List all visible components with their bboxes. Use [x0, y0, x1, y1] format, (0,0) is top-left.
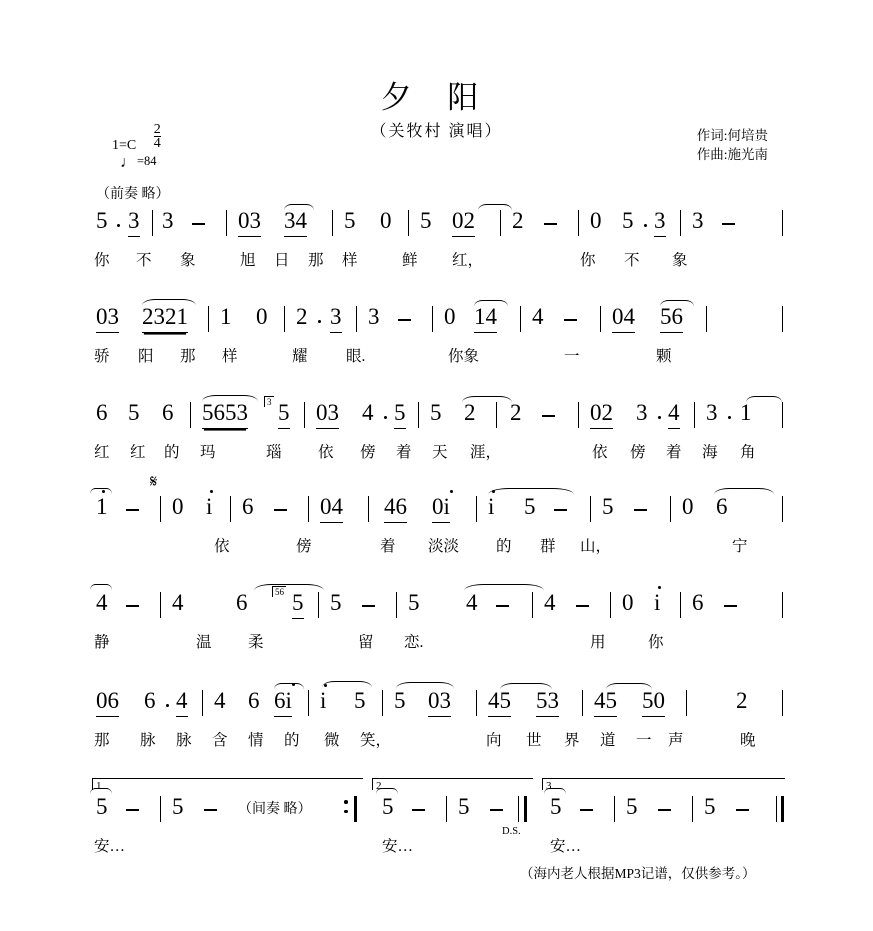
system-6-notes: 06 6 4 4 6 6i i 5 5 03 45 53 45 50 2 — [96, 688, 784, 728]
performer-subtitle: （关牧村 演唱） — [370, 123, 503, 140]
system-2-lyrics: 骄 阳 那 样 耀 眼. 你象 一 颗 — [94, 348, 672, 365]
interlude-note: （间奏 略） — [238, 802, 312, 817]
volta-bracket-3 — [542, 778, 785, 790]
credits — [697, 126, 768, 164]
system-2-notes: 03 2321 1 0 2 3 3 0 14 4 04 56 — [96, 304, 784, 344]
system-7-notes: 5 5 （间奏 略） 5 5 D.S. 5 5 5 — [96, 794, 784, 834]
prelude-note: （前奏 略） — [96, 187, 170, 202]
system-7-lyrics: 安… 安… 安… — [94, 838, 582, 855]
system-5 — [94, 587, 784, 656]
system-3 — [94, 397, 784, 466]
tempo-marking — [120, 152, 157, 170]
system-5-notes: 4 4 6 56 5 5 5 4 4 0 i 6 — [96, 590, 784, 630]
volta-number-1: 1 — [96, 780, 102, 792]
system-1-lyrics: 你 不 象 旭 日 那 样 鲜 红， 你 不 象 — [94, 252, 688, 269]
composer-credit: 作曲:施光南 — [696, 147, 768, 162]
key-and-meter — [112, 122, 161, 153]
system-4-lyrics: 依 傍 着 淡淡 的 群 山， 宁 — [214, 538, 748, 555]
volta-bracket-1 — [92, 778, 363, 790]
volta-bracket-2 — [372, 778, 533, 790]
time-signature — [154, 123, 161, 151]
page-title: 夕 阳 — [380, 80, 493, 115]
system-6 — [96, 688, 784, 754]
system-4 — [96, 472, 784, 560]
system-4-notes: 𝄋 1 0 i 6 04 46 0i i 5 5 0 6 — [96, 494, 784, 534]
system-3-lyrics: 红 红 的 玛 瑙 依 傍 着 天 涯， 依 傍 着 海 角 — [94, 444, 756, 461]
ds-marking: D.S. — [502, 826, 521, 837]
system-1-notes: 5 3 3 03 34 5 0 5 02 2 0 5 3 3 — [96, 208, 784, 248]
system-3-notes: 6 5 6 5653 3 5 03 4 5 5 2 2 02 3 4 3 1 — [96, 400, 784, 440]
system-1 — [96, 208, 784, 274]
meter-denominator: 4 — [153, 136, 161, 151]
segno-icon: 𝄋 — [150, 472, 158, 491]
system-2 — [96, 304, 784, 370]
volta-number-2: 2 — [376, 780, 382, 792]
footer-note: （海内老人根据MP3记谱，仅供参考。） — [520, 866, 756, 881]
meter-numerator: 2 — [153, 122, 161, 137]
tempo-value: =84 — [137, 154, 157, 168]
lyricist-credit: 作词:何培贵 — [696, 128, 768, 143]
system-5-lyrics: 静 温 柔 留 恋. 用 你 — [94, 634, 664, 651]
volta-number-3: 3 — [546, 780, 552, 792]
key-signature: 1=C — [112, 138, 137, 153]
quarter-note-icon: ♩ — [120, 154, 136, 171]
system-6-lyrics: 那 脉 脉 含 情 的 微 笑， 向 世 界 道 一 声 晚 — [94, 732, 756, 749]
system-7 — [96, 778, 784, 860]
